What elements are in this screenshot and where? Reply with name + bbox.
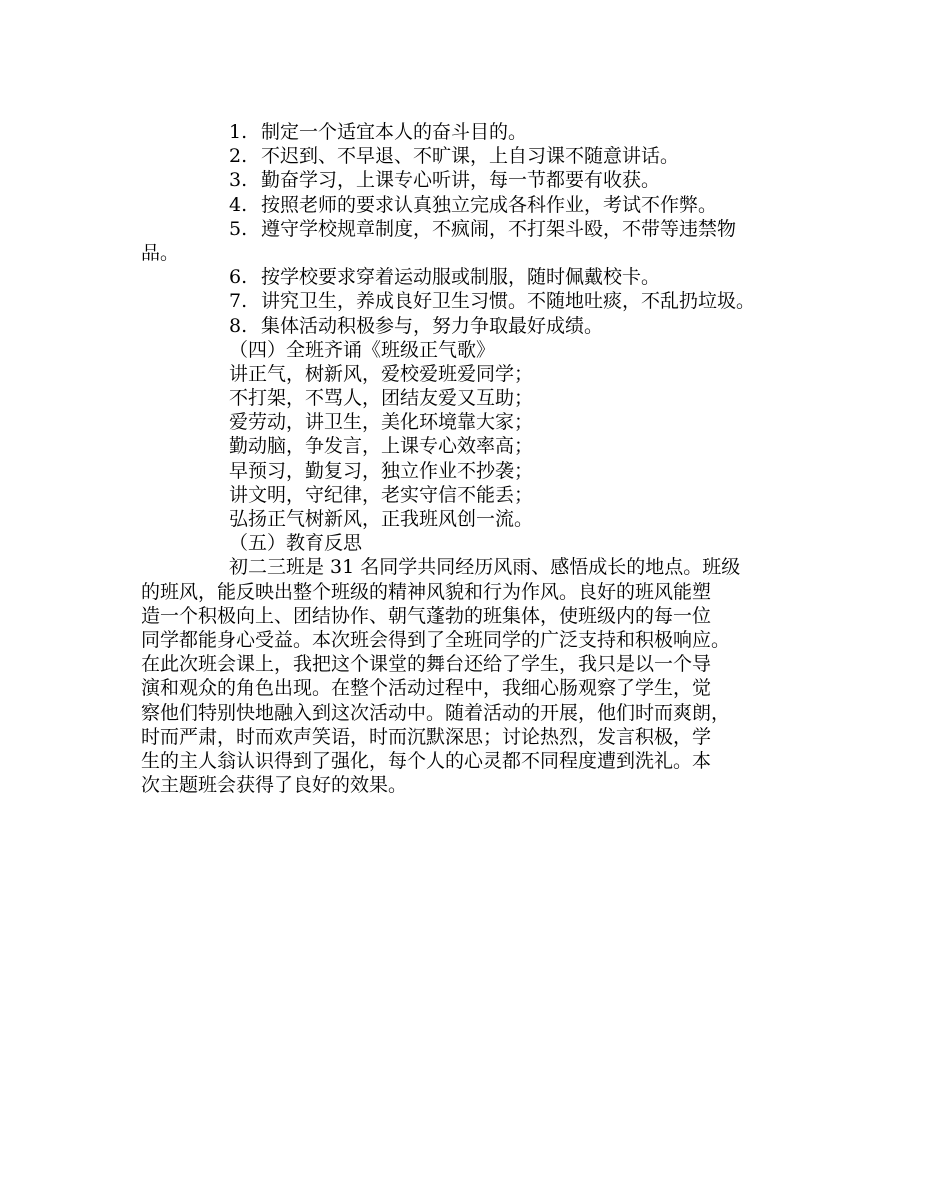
rule-number: 7. xyxy=(229,290,248,313)
rule-text: 不迟到、不早退、不旷课，上自习课不随意讲话。 xyxy=(261,145,680,168)
rule-number: 2. xyxy=(229,145,248,168)
section-five-heading: （五）教育反思 xyxy=(229,532,363,555)
rule-item xyxy=(141,217,831,241)
rule-text: 按照老师的要求认真独立完成各科作业，考试不作弊。 xyxy=(261,193,718,216)
rule-text: 遵守学校规章制度，不疯闹，不打架斗殴，不带等违禁物 xyxy=(261,217,737,240)
verse-line: 讲文明，守纪律，老实守信不能丢； xyxy=(229,483,534,506)
rule-item xyxy=(141,144,831,168)
rule-item xyxy=(141,193,831,217)
section-four-heading: （四）全班齐诵《班级正气歌》 xyxy=(229,338,496,361)
rule-text: 讲究卫生，养成良好卫生习惯。不随地吐痰，不乱扔垃圾。 xyxy=(261,290,756,313)
paragraph-line: 同学都能身心受益。本次班会得到了全班同学的广泛支持和积极响应。 xyxy=(141,628,731,651)
rule-number: 8. xyxy=(229,314,248,337)
rule-item xyxy=(141,314,831,338)
paragraph-line: 次主题班会获得了良好的效果。 xyxy=(141,774,408,797)
rule-item-continuation: 品。 xyxy=(141,241,180,264)
verse-line: 爱劳动，讲卫生，美化环境靠大家； xyxy=(229,411,534,434)
verse-line: 勤动脑，争发言，上课专心效率高； xyxy=(229,435,534,458)
rule-item xyxy=(141,265,831,289)
reflection-paragraph xyxy=(141,555,831,797)
rule-item xyxy=(141,120,831,144)
paragraph-line: 初二三班是 31 名同学共同经历风雨、感悟成长的地点。班级 xyxy=(229,556,741,579)
verse-line: 早预习，勤复习，独立作业不抄袭； xyxy=(229,459,534,482)
rule-text: 制定一个适宜本人的奋斗目的。 xyxy=(261,121,528,143)
rule-text: 勤奋学习，上课专心听讲，每一节都要有收获。 xyxy=(261,169,661,192)
paragraph-line: 在此次班会课上，我把这个课堂的舞台还给了学生，我只是以一个导 xyxy=(141,653,712,676)
rule-number: 5. xyxy=(229,217,248,240)
paragraph-line: 演和观众的角色出现。在整个活动过程中，我细心肠观察了学生，觉 xyxy=(141,677,712,700)
rules-list xyxy=(141,120,831,338)
section-five xyxy=(141,531,831,797)
rule-number: 1. xyxy=(229,121,248,143)
paragraph-line: 生的主人翁认识得到了强化，每个人的心灵都不同程度遭到洗礼。本 xyxy=(141,749,712,772)
document-body xyxy=(141,120,831,797)
rule-text: 按学校要求穿着运动服或制服，随时佩戴校卡。 xyxy=(261,266,661,289)
paragraph-line: 的班风，能反映出整个班级的精神风貌和行为作风。良好的班风能塑 xyxy=(141,580,712,603)
paragraph-line: 造一个积极向上、团结协作、朝气蓬勃的班集体，使班级内的每一位 xyxy=(141,604,712,627)
section-four xyxy=(141,338,831,532)
rule-number: 4. xyxy=(229,193,248,216)
rule-number: 3. xyxy=(229,169,248,192)
paragraph-line: 察他们特别快地融入到这次活动中。随着活动的开展，他们时而爽朗， xyxy=(141,701,731,724)
verse-line: 讲正气，树新风，爱校爱班爱同学； xyxy=(229,362,534,385)
rule-text: 集体活动积极参与，努力争取最好成绩。 xyxy=(261,314,604,337)
rule-number: 6. xyxy=(229,266,248,289)
rule-item xyxy=(141,168,831,192)
verse-line: 弘扬正气树新风，正我班风创一流。 xyxy=(229,508,534,530)
verse-line: 不打架，不骂人，团结友爱又互助； xyxy=(229,387,534,410)
paragraph-line: 时而严肃，时而欢声笑语，时而沉默深思；讨论热烈，发言积极，学 xyxy=(141,725,712,748)
rule-item xyxy=(141,289,831,313)
